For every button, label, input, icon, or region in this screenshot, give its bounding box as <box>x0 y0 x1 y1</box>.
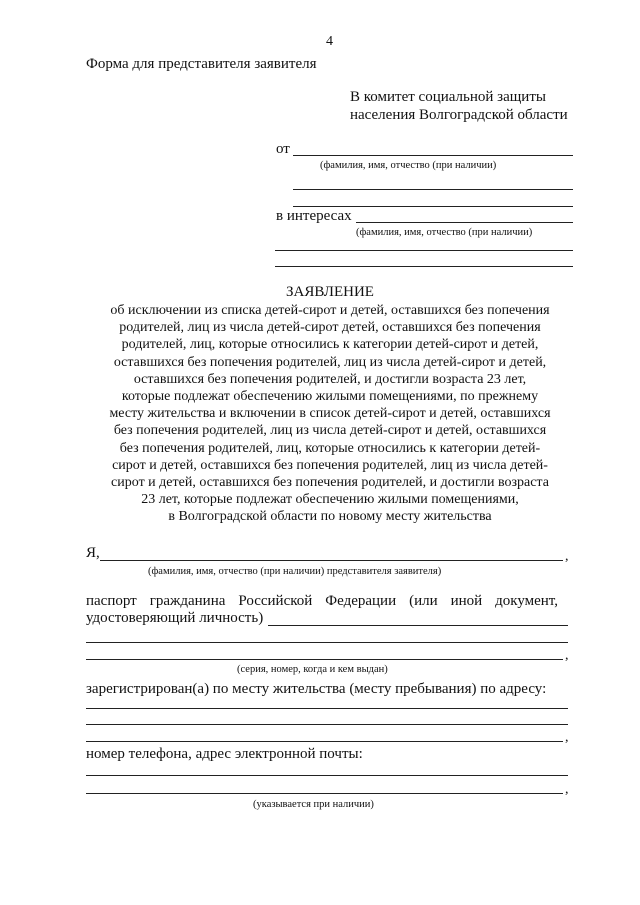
passport-label-line-2: удостоверяющий личность) <box>86 610 264 626</box>
body-line: без попечения родителей, лиц из числа детей-сирот и детей, оставшихся <box>113 423 547 439</box>
application-body <box>60 302 600 526</box>
form-label: Форма для представителя заявителя <box>86 56 317 72</box>
body-line: которые подлежат обеспечению жилыми помещениями, по прежнему <box>121 389 539 405</box>
from-extra-field-1[interactable] <box>293 189 573 190</box>
passport-label-line-1: паспорт гражданина Российской Федерации (или иной документ, <box>86 593 558 609</box>
contact-field-2[interactable] <box>86 793 563 794</box>
phone-caption: (указывается при наличии) <box>253 799 374 810</box>
body-line: родителей, лиц из числа детей-сирот детей, оставшихся без попечения <box>119 320 541 336</box>
i-label: Я, <box>86 545 100 561</box>
body-line: оставшихся без попечения родителей, лиц из числа детей-сирот и детей, <box>113 354 547 370</box>
passport-field-3[interactable] <box>86 659 563 660</box>
comma: , <box>565 549 569 564</box>
passport-field-2[interactable] <box>86 642 568 643</box>
contact-field-1[interactable] <box>86 775 568 776</box>
comma: , <box>565 648 569 663</box>
body-line: месту жительства и включении в список детей-сирот и детей, оставшихся <box>109 406 551 422</box>
body-line: сирот и детей, оставшихся без попечения родителей, и достигли возраста <box>111 475 549 491</box>
phone-label: номер телефона, адрес электронной почты: <box>86 746 363 762</box>
from-name-field[interactable] <box>293 155 573 156</box>
body-line: оставшихся без попечения родителей, и достигли возраста 23 лет, <box>133 371 527 387</box>
interests-extra-field-2[interactable] <box>275 266 573 267</box>
body-line: в Волгоградской области по новому месту жительства <box>168 509 492 525</box>
page-number: 4 <box>326 34 333 49</box>
representative-name-field[interactable] <box>100 560 563 561</box>
address-field-3[interactable] <box>86 741 563 742</box>
body-line: об исключении из списка детей-сирот и детей, оставшихся без попечения <box>110 303 550 318</box>
passport-field-1[interactable] <box>268 625 568 626</box>
body-line: родителей, лиц, которые относились к категории детей-сирот и детей, <box>121 337 539 353</box>
registered-label: зарегистрирован(а) по месту жительства (месту пребывания) по адресу: <box>86 681 547 697</box>
addressee-line-2: населения Волгоградской области <box>350 107 568 123</box>
body-line: 23 лет, которые подлежат обеспечению жилыми помещениями, <box>141 492 519 508</box>
interests-name-field[interactable] <box>356 222 573 223</box>
passport-caption: (серия, номер, когда и кем выдан) <box>237 664 388 675</box>
interests-extra-field-1[interactable] <box>275 250 573 251</box>
fio-caption-2: (фамилия, имя, отчество (при наличии) <box>356 227 533 238</box>
body-line: сирот и детей, оставшихся без попечения родителей, лиц из числа детей- <box>112 457 548 473</box>
address-field-2[interactable] <box>86 724 568 725</box>
document-title: ЗАЯВЛЕНИЕ <box>286 284 374 300</box>
addressee-line-1: В комитет социальной защиты <box>350 89 546 105</box>
comma: , <box>565 730 569 745</box>
body-line: без попечения родителей, лиц, которые относились к категории детей- <box>119 440 541 456</box>
representative-caption: (фамилия, имя, отчество (при наличии) представителя заявителя) <box>148 566 442 577</box>
comma: , <box>565 782 569 797</box>
interests-label: в интересах <box>276 208 352 224</box>
fio-caption: (фамилия, имя, отчество (при наличии) <box>320 160 497 171</box>
address-field-1[interactable] <box>86 708 568 709</box>
from-label: от <box>276 141 290 157</box>
